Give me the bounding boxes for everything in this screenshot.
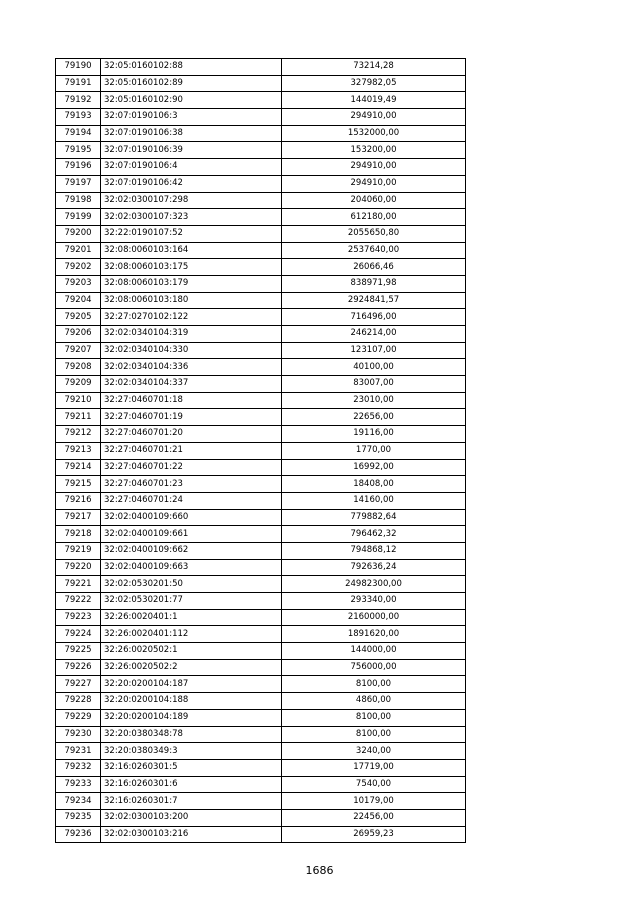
table-body (56, 59, 466, 843)
row-number-cell: 79210 (56, 392, 101, 409)
table-row (56, 643, 466, 660)
value-cell: 1891620,00 (282, 626, 466, 643)
table-row (56, 409, 466, 426)
row-number-cell: 79199 (56, 209, 101, 226)
cadastral-value-table (55, 58, 466, 843)
value-cell: 838971,98 (282, 275, 466, 292)
value-cell: 144000,00 (282, 643, 466, 660)
row-number-cell: 79215 (56, 476, 101, 493)
value-cell: 293340,00 (282, 593, 466, 610)
value-cell: 4860,00 (282, 693, 466, 710)
row-number-cell: 79226 (56, 659, 101, 676)
row-number-cell: 79196 (56, 159, 101, 176)
table-row (56, 459, 466, 476)
value-cell: 23010,00 (282, 392, 466, 409)
cadastral-number-cell: 32:02:0400109:660 (101, 509, 282, 526)
table-row (56, 809, 466, 826)
cadastral-number-cell: 32:02:0300103:200 (101, 809, 282, 826)
cadastral-number-cell: 32:02:0340104:319 (101, 326, 282, 343)
value-cell: 8100,00 (282, 676, 466, 693)
value-cell: 794868,12 (282, 542, 466, 559)
cadastral-number-cell: 32:20:0200104:187 (101, 676, 282, 693)
table-row (56, 159, 466, 176)
value-cell: 40100,00 (282, 359, 466, 376)
table-row (56, 75, 466, 92)
value-cell: 18408,00 (282, 476, 466, 493)
row-number-cell: 79229 (56, 709, 101, 726)
value-cell: 612180,00 (282, 209, 466, 226)
row-number-cell: 79231 (56, 743, 101, 760)
table-row (56, 59, 466, 76)
table-row (56, 559, 466, 576)
table-row (56, 376, 466, 393)
row-number-cell: 79214 (56, 459, 101, 476)
value-cell: 26959,23 (282, 826, 466, 843)
cadastral-number-cell: 32:08:0060103:175 (101, 259, 282, 276)
cadastral-number-cell: 32:02:0530201:77 (101, 593, 282, 610)
row-number-cell: 79236 (56, 826, 101, 843)
value-cell: 2537640,00 (282, 242, 466, 259)
row-number-cell: 79211 (56, 409, 101, 426)
cadastral-number-cell: 32:02:0340104:330 (101, 342, 282, 359)
cadastral-number-cell: 32:07:0190106:42 (101, 175, 282, 192)
row-number-cell: 79204 (56, 292, 101, 309)
table-row (56, 242, 466, 259)
value-cell: 796462,32 (282, 526, 466, 543)
cadastral-number-cell: 32:08:0060103:164 (101, 242, 282, 259)
row-number-cell: 79208 (56, 359, 101, 376)
cadastral-number-cell: 32:27:0460701:20 (101, 426, 282, 443)
value-cell: 22456,00 (282, 809, 466, 826)
value-cell: 2160000,00 (282, 609, 466, 626)
row-number-cell: 79234 (56, 793, 101, 810)
cadastral-number-cell: 32:08:0060103:180 (101, 292, 282, 309)
value-cell: 204060,00 (282, 192, 466, 209)
row-number-cell: 79230 (56, 726, 101, 743)
row-number-cell: 79197 (56, 175, 101, 192)
row-number-cell: 79218 (56, 526, 101, 543)
table-row (56, 509, 466, 526)
table-row (56, 676, 466, 693)
table-row (56, 309, 466, 326)
row-number-cell: 79213 (56, 442, 101, 459)
row-number-cell: 79233 (56, 776, 101, 793)
cadastral-number-cell: 32:27:0460701:22 (101, 459, 282, 476)
table-row (56, 175, 466, 192)
value-cell: 2055650,80 (282, 225, 466, 242)
cadastral-number-cell: 32:07:0190106:3 (101, 109, 282, 126)
table-row (56, 576, 466, 593)
value-cell: 294910,00 (282, 159, 466, 176)
row-number-cell: 79224 (56, 626, 101, 643)
table-row (56, 626, 466, 643)
table-row (56, 693, 466, 710)
cadastral-number-cell: 32:20:0380349:3 (101, 743, 282, 760)
table-row (56, 326, 466, 343)
cadastral-number-cell: 32:27:0460701:24 (101, 492, 282, 509)
table-row (56, 659, 466, 676)
row-number-cell: 79206 (56, 326, 101, 343)
cadastral-number-cell: 32:02:0340104:336 (101, 359, 282, 376)
cadastral-number-cell: 32:02:0400109:661 (101, 526, 282, 543)
value-cell: 2924841,57 (282, 292, 466, 309)
cadastral-number-cell: 32:05:0160102:89 (101, 75, 282, 92)
cadastral-number-cell: 32:27:0460701:23 (101, 476, 282, 493)
table-row (56, 442, 466, 459)
value-cell: 144019,49 (282, 92, 466, 109)
row-number-cell: 79198 (56, 192, 101, 209)
table-row (56, 743, 466, 760)
cadastral-number-cell: 32:26:0020502:2 (101, 659, 282, 676)
cadastral-number-cell: 32:02:0300107:323 (101, 209, 282, 226)
row-number-cell: 79232 (56, 759, 101, 776)
row-number-cell: 79221 (56, 576, 101, 593)
row-number-cell: 79212 (56, 426, 101, 443)
cadastral-number-cell: 32:26:0020401:1 (101, 609, 282, 626)
value-cell: 792636,24 (282, 559, 466, 576)
table-row (56, 109, 466, 126)
cadastral-number-cell: 32:27:0460701:21 (101, 442, 282, 459)
table-row (56, 526, 466, 543)
table-row (56, 709, 466, 726)
row-number-cell: 79217 (56, 509, 101, 526)
value-cell: 83007,00 (282, 376, 466, 393)
table-row (56, 793, 466, 810)
row-number-cell: 79193 (56, 109, 101, 126)
cadastral-number-cell: 32:05:0160102:88 (101, 59, 282, 76)
cadastral-number-cell: 32:02:0300103:216 (101, 826, 282, 843)
cadastral-number-cell: 32:07:0190106:39 (101, 142, 282, 159)
table-row (56, 392, 466, 409)
cadastral-number-cell: 32:07:0190106:38 (101, 125, 282, 142)
value-cell: 7540,00 (282, 776, 466, 793)
row-number-cell: 79191 (56, 75, 101, 92)
row-number-cell: 79209 (56, 376, 101, 393)
table-row (56, 259, 466, 276)
value-cell: 779882,64 (282, 509, 466, 526)
value-cell: 246214,00 (282, 326, 466, 343)
cadastral-number-cell: 32:02:0340104:337 (101, 376, 282, 393)
cadastral-number-cell: 32:16:0260301:6 (101, 776, 282, 793)
value-cell: 123107,00 (282, 342, 466, 359)
cadastral-number-cell: 32:02:0300107:298 (101, 192, 282, 209)
table-row (56, 609, 466, 626)
row-number-cell: 79192 (56, 92, 101, 109)
table-row (56, 492, 466, 509)
row-number-cell: 79225 (56, 643, 101, 660)
row-number-cell: 79228 (56, 693, 101, 710)
cadastral-number-cell: 32:16:0260301:5 (101, 759, 282, 776)
table-row (56, 92, 466, 109)
table-row (56, 426, 466, 443)
row-number-cell: 79201 (56, 242, 101, 259)
table-row (56, 776, 466, 793)
cadastral-number-cell: 32:27:0270102:122 (101, 309, 282, 326)
row-number-cell: 79222 (56, 593, 101, 610)
table-row (56, 275, 466, 292)
table-row (56, 125, 466, 142)
row-number-cell: 79216 (56, 492, 101, 509)
table-row (56, 826, 466, 843)
value-cell: 14160,00 (282, 492, 466, 509)
value-cell: 294910,00 (282, 175, 466, 192)
table-row (56, 759, 466, 776)
row-number-cell: 79203 (56, 275, 101, 292)
cadastral-number-cell: 32:08:0060103:179 (101, 275, 282, 292)
value-cell: 1770,00 (282, 442, 466, 459)
table-row (56, 142, 466, 159)
row-number-cell: 79219 (56, 542, 101, 559)
cadastral-number-cell: 32:05:0160102:90 (101, 92, 282, 109)
value-cell: 756000,00 (282, 659, 466, 676)
cadastral-number-cell: 32:27:0460701:19 (101, 409, 282, 426)
row-number-cell: 79207 (56, 342, 101, 359)
value-cell: 26066,46 (282, 259, 466, 276)
table-row (56, 292, 466, 309)
row-number-cell: 79194 (56, 125, 101, 142)
value-cell: 22656,00 (282, 409, 466, 426)
cadastral-number-cell: 32:26:0020401:112 (101, 626, 282, 643)
row-number-cell: 79195 (56, 142, 101, 159)
value-cell: 8100,00 (282, 709, 466, 726)
value-cell: 1532000,00 (282, 125, 466, 142)
value-cell: 17719,00 (282, 759, 466, 776)
value-cell: 73214,28 (282, 59, 466, 76)
table-row (56, 542, 466, 559)
table-row (56, 225, 466, 242)
value-cell: 327982,05 (282, 75, 466, 92)
table-row (56, 359, 466, 376)
row-number-cell: 79223 (56, 609, 101, 626)
cadastral-number-cell: 32:16:0260301:7 (101, 793, 282, 810)
cadastral-number-cell: 32:20:0200104:188 (101, 693, 282, 710)
cadastral-number-cell: 32:02:0400109:662 (101, 542, 282, 559)
row-number-cell: 79227 (56, 676, 101, 693)
table-row (56, 726, 466, 743)
cadastral-number-cell: 32:26:0020502:1 (101, 643, 282, 660)
row-number-cell: 79220 (56, 559, 101, 576)
value-cell: 10179,00 (282, 793, 466, 810)
table-row (56, 192, 466, 209)
cadastral-number-cell: 32:07:0190106:4 (101, 159, 282, 176)
row-number-cell: 79200 (56, 225, 101, 242)
value-cell: 16992,00 (282, 459, 466, 476)
table-row (56, 209, 466, 226)
value-cell: 24982300,00 (282, 576, 466, 593)
cadastral-number-cell: 32:02:0400109:663 (101, 559, 282, 576)
page-number: 1686 (305, 864, 334, 877)
row-number-cell: 79235 (56, 809, 101, 826)
row-number-cell: 79190 (56, 59, 101, 76)
value-cell: 8100,00 (282, 726, 466, 743)
cadastral-number-cell: 32:02:0530201:50 (101, 576, 282, 593)
row-number-cell: 79205 (56, 309, 101, 326)
value-cell: 3240,00 (282, 743, 466, 760)
value-cell: 153200,00 (282, 142, 466, 159)
table-row (56, 476, 466, 493)
value-cell: 716496,00 (282, 309, 466, 326)
value-cell: 294910,00 (282, 109, 466, 126)
cadastral-number-cell: 32:20:0200104:189 (101, 709, 282, 726)
cadastral-number-cell: 32:22:0190107:52 (101, 225, 282, 242)
table-row (56, 342, 466, 359)
cadastral-number-cell: 32:27:0460701:18 (101, 392, 282, 409)
table-row (56, 593, 466, 610)
cadastral-number-cell: 32:20:0380348:78 (101, 726, 282, 743)
row-number-cell: 79202 (56, 259, 101, 276)
value-cell: 19116,00 (282, 426, 466, 443)
